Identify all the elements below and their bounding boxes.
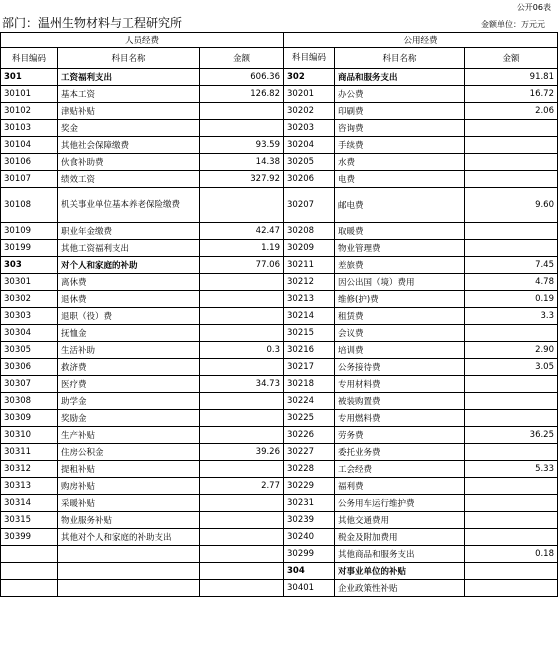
personnel-name-cell: 物业服务补贴 (58, 512, 200, 529)
public-code-cell: 30239 (284, 512, 335, 529)
public-name-cell: 租赁费 (335, 308, 465, 325)
public-code-cell: 30240 (284, 529, 335, 546)
personnel-code-cell: 30109 (1, 223, 58, 240)
table-row (1, 291, 558, 308)
public-code-cell: 30209 (284, 240, 335, 257)
table-row (1, 410, 558, 427)
personnel-code-cell (1, 546, 58, 563)
personnel-code-cell: 30315 (1, 512, 58, 529)
personnel-name-cell: 奖金 (58, 120, 200, 137)
public-amount-cell: 3.05 (465, 359, 558, 376)
table-row (1, 529, 558, 546)
personnel-amount-cell: 606.36 (200, 69, 284, 86)
personnel-amount-cell (200, 495, 284, 512)
public-amount-cell: 9.60 (465, 188, 558, 223)
personnel-amount-cell (200, 461, 284, 478)
public-name-cell: 商品和服务支出 (335, 69, 465, 86)
personnel-amount-cell: 42.47 (200, 223, 284, 240)
public-amount-cell: 2.90 (465, 342, 558, 359)
public-code-cell: 302 (284, 69, 335, 86)
public-code-cell: 30207 (284, 188, 335, 223)
public-name-cell: 委托业务费 (335, 444, 465, 461)
public-code-cell: 30203 (284, 120, 335, 137)
public-code-cell: 30229 (284, 478, 335, 495)
table-row (1, 444, 558, 461)
table-row (1, 154, 558, 171)
personnel-code-cell: 30313 (1, 478, 58, 495)
public-amount-cell: 3.3 (465, 308, 558, 325)
public-name-cell: 其他商品和服务支出 (335, 546, 465, 563)
table-row (1, 359, 558, 376)
public-amount-cell: 0.19 (465, 291, 558, 308)
personnel-code-cell: 30308 (1, 393, 58, 410)
personnel-code-cell: 301 (1, 69, 58, 86)
personnel-code-cell: 30307 (1, 376, 58, 393)
expense-table (0, 32, 558, 597)
table-row (1, 120, 558, 137)
table-row (1, 478, 558, 495)
personnel-name-cell: 其他社会保障缴费 (58, 137, 200, 154)
public-name-cell: 税金及附加费用 (335, 529, 465, 546)
table-row (1, 342, 558, 359)
group-header-row (1, 33, 558, 48)
public-code-cell: 30213 (284, 291, 335, 308)
personnel-code-cell: 30103 (1, 120, 58, 137)
personnel-amount-cell (200, 427, 284, 444)
personnel-name-cell: 救济费 (58, 359, 200, 376)
public-name-cell: 水费 (335, 154, 465, 171)
personnel-code-cell: 30102 (1, 103, 58, 120)
public-code-cell: 30224 (284, 393, 335, 410)
form-code: 公开06表 (516, 3, 551, 12)
personnel-code-cell: 30304 (1, 325, 58, 342)
public-name-cell: 公务接待费 (335, 359, 465, 376)
public-amount-cell (465, 512, 558, 529)
personnel-name-cell: 生产补贴 (58, 427, 200, 444)
personnel-code-cell: 30305 (1, 342, 58, 359)
column-header-row (1, 48, 558, 69)
public-amount-cell: 4.78 (465, 274, 558, 291)
personnel-code-cell: 30306 (1, 359, 58, 376)
personnel-amount-cell (200, 188, 284, 223)
personnel-name-cell: 生活补助 (58, 342, 200, 359)
public-name-cell: 工会经费 (335, 461, 465, 478)
public-name-cell: 手续费 (335, 137, 465, 154)
personnel-amount-cell: 93.59 (200, 137, 284, 154)
public-code-cell: 30299 (284, 546, 335, 563)
public-name-cell: 维修(护)费 (335, 291, 465, 308)
personnel-code-cell: 30101 (1, 86, 58, 103)
public-code-cell: 30214 (284, 308, 335, 325)
personnel-amount-cell (200, 325, 284, 342)
public-amount-cell (465, 120, 558, 137)
table-row (1, 325, 558, 342)
personnel-name-cell: 离休费 (58, 274, 200, 291)
public-name-cell: 印刷费 (335, 103, 465, 120)
public-name-cell: 企业政策性补贴 (335, 580, 465, 597)
public-amount-cell (465, 154, 558, 171)
personnel-amount-cell: 1.19 (200, 240, 284, 257)
table-row (1, 274, 558, 291)
personnel-code-cell: 303 (1, 257, 58, 274)
public-code-cell: 30226 (284, 427, 335, 444)
personnel-amount-cell (200, 308, 284, 325)
personnel-amount-cell (200, 359, 284, 376)
personnel-name-cell: 津贴补贴 (58, 103, 200, 120)
personnel-amount-cell: 2.77 (200, 478, 284, 495)
table-row (1, 69, 558, 86)
public-name-cell: 邮电费 (335, 188, 465, 223)
public-amount-cell (465, 529, 558, 546)
table-row (1, 427, 558, 444)
public-name-cell: 公务用车运行维护费 (335, 495, 465, 512)
personnel-name-cell: 对个人和家庭的补助 (58, 257, 200, 274)
public-amount-cell (465, 240, 558, 257)
personnel-code-cell: 30303 (1, 308, 58, 325)
public-amount-cell (465, 325, 558, 342)
personnel-amount-cell: 34.73 (200, 376, 284, 393)
public-name-cell: 因公出国（境）费用 (335, 274, 465, 291)
personnel-amount-cell (200, 546, 284, 563)
public-name-cell: 咨询费 (335, 120, 465, 137)
table-row (1, 308, 558, 325)
personnel-name-cell: 提租补贴 (58, 461, 200, 478)
unit-label: 金额单位：万元元 (481, 20, 545, 29)
personnel-amount-cell: 0.3 (200, 342, 284, 359)
public-amount-cell (465, 137, 558, 154)
personnel-code-cell: 30399 (1, 529, 58, 546)
personnel-name-cell: 其他对个人和家庭的补助支出 (58, 529, 200, 546)
public-name-cell: 对事业单位的补贴 (335, 563, 465, 580)
personnel-code-cell: 30199 (1, 240, 58, 257)
personnel-code-cell (1, 563, 58, 580)
personnel-amount-cell (200, 120, 284, 137)
public-code-cell: 30211 (284, 257, 335, 274)
personnel-code-cell: 30104 (1, 137, 58, 154)
personnel-code-cell: 30108 (1, 188, 58, 223)
table-row (1, 393, 558, 410)
public-amount-cell: 0.18 (465, 546, 558, 563)
personnel-name-cell: 医疗费 (58, 376, 200, 393)
public-amount-cell (465, 444, 558, 461)
table-row (1, 257, 558, 274)
personnel-name-cell: 伙食补助费 (58, 154, 200, 171)
public-name-cell: 会议费 (335, 325, 465, 342)
public-code-cell: 30212 (284, 274, 335, 291)
personnel-amount-cell: 327.92 (200, 171, 284, 188)
table-row (1, 461, 558, 478)
personnel-code-cell: 30312 (1, 461, 58, 478)
public-col-code: 科目编码 (284, 48, 335, 69)
public-name-cell: 福利费 (335, 478, 465, 495)
table-row (1, 171, 558, 188)
personnel-amount-cell: 77.06 (200, 257, 284, 274)
personnel-name-cell: 其他工资福利支出 (58, 240, 200, 257)
personnel-name-cell: 绩效工资 (58, 171, 200, 188)
public-col-amount: 金额 (465, 48, 558, 69)
public-name-cell: 物业管理费 (335, 240, 465, 257)
public-name-cell: 专用燃料费 (335, 410, 465, 427)
table-row (1, 580, 558, 597)
personnel-name-cell: 机关事业单位基本养老保险缴费 (58, 188, 200, 223)
public-code-cell: 30206 (284, 171, 335, 188)
personnel-name-cell: 住房公积金 (58, 444, 200, 461)
public-code-cell: 30401 (284, 580, 335, 597)
table-row (1, 512, 558, 529)
personnel-amount-cell (200, 529, 284, 546)
public-amount-cell (465, 393, 558, 410)
personnel-name-cell: 工资福利支出 (58, 69, 200, 86)
personnel-name-cell: 职业年金缴费 (58, 223, 200, 240)
public-code-cell: 30228 (284, 461, 335, 478)
public-code-cell: 30218 (284, 376, 335, 393)
public-amount-cell: 2.06 (465, 103, 558, 120)
personnel-name-cell: 采暖补贴 (58, 495, 200, 512)
public-name-cell: 电费 (335, 171, 465, 188)
public-code-cell: 30205 (284, 154, 335, 171)
public-amount-cell: 7.45 (465, 257, 558, 274)
public-name-cell: 劳务费 (335, 427, 465, 444)
public-amount-cell (465, 376, 558, 393)
personnel-code-cell: 30107 (1, 171, 58, 188)
personnel-name-cell: 奖励金 (58, 410, 200, 427)
public-code-cell: 30204 (284, 137, 335, 154)
table-row (1, 103, 558, 120)
personnel-amount-cell: 126.82 (200, 86, 284, 103)
table-row (1, 86, 558, 103)
personnel-col-name: 科目名称 (58, 48, 200, 69)
public-name-cell: 其他交通费用 (335, 512, 465, 529)
personnel-name-cell: 基本工资 (58, 86, 200, 103)
personnel-code-cell: 30302 (1, 291, 58, 308)
public-name-cell: 培训费 (335, 342, 465, 359)
personnel-name-cell (58, 563, 200, 580)
personnel-amount-cell (200, 274, 284, 291)
public-name-cell: 专用材料费 (335, 376, 465, 393)
page-title: 部门：温州生物材料与工程研究所 (2, 16, 183, 30)
personnel-code-cell: 30314 (1, 495, 58, 512)
public-amount-cell (465, 478, 558, 495)
public-amount-cell: 16.72 (465, 86, 558, 103)
personnel-amount-cell (200, 580, 284, 597)
table-row (1, 376, 558, 393)
public-col-name: 科目名称 (335, 48, 465, 69)
public-amount-cell: 91.81 (465, 69, 558, 86)
public-amount-cell: 5.33 (465, 461, 558, 478)
public-amount-cell (465, 171, 558, 188)
personnel-amount-cell (200, 291, 284, 308)
public-code-cell: 304 (284, 563, 335, 580)
personnel-name-cell: 购房补贴 (58, 478, 200, 495)
personnel-amount-cell (200, 512, 284, 529)
public-name-cell: 被装购置费 (335, 393, 465, 410)
public-code-cell: 30215 (284, 325, 335, 342)
table-row (1, 240, 558, 257)
public-code-cell: 30216 (284, 342, 335, 359)
public-name-cell: 差旅费 (335, 257, 465, 274)
table-row (1, 495, 558, 512)
public-code-cell: 30227 (284, 444, 335, 461)
public-name-cell: 办公费 (335, 86, 465, 103)
public-code-cell: 30225 (284, 410, 335, 427)
personnel-amount-cell: 14.38 (200, 154, 284, 171)
personnel-amount-cell (200, 103, 284, 120)
public-amount-cell (465, 495, 558, 512)
public-amount-cell (465, 410, 558, 427)
personnel-name-cell: 退职（役）费 (58, 308, 200, 325)
personnel-amount-cell: 39.26 (200, 444, 284, 461)
personnel-code-cell: 30309 (1, 410, 58, 427)
personnel-amount-cell (200, 563, 284, 580)
table-row (1, 223, 558, 240)
personnel-code-cell: 30310 (1, 427, 58, 444)
table-row (1, 188, 558, 223)
public-code-cell: 30202 (284, 103, 335, 120)
public-header: 公用经费 (284, 33, 558, 48)
personnel-code-cell: 30311 (1, 444, 58, 461)
public-code-cell: 30231 (284, 495, 335, 512)
personnel-code-cell: 30301 (1, 274, 58, 291)
public-code-cell: 30201 (284, 86, 335, 103)
public-code-cell: 30217 (284, 359, 335, 376)
public-code-cell: 30208 (284, 223, 335, 240)
personnel-header: 人员经费 (1, 33, 284, 48)
public-amount-cell: 36.25 (465, 427, 558, 444)
personnel-name-cell (58, 546, 200, 563)
public-amount-cell (465, 223, 558, 240)
table-row (1, 546, 558, 563)
personnel-code-cell (1, 580, 58, 597)
personnel-amount-cell (200, 410, 284, 427)
public-amount-cell (465, 563, 558, 580)
public-amount-cell (465, 580, 558, 597)
personnel-col-code: 科目编码 (1, 48, 58, 69)
personnel-code-cell: 30106 (1, 154, 58, 171)
table-row (1, 563, 558, 580)
personnel-name-cell: 助学金 (58, 393, 200, 410)
personnel-name-cell (58, 580, 200, 597)
personnel-amount-cell (200, 393, 284, 410)
personnel-name-cell: 退休费 (58, 291, 200, 308)
personnel-name-cell: 抚恤金 (58, 325, 200, 342)
public-name-cell: 取暖费 (335, 223, 465, 240)
table-row (1, 137, 558, 154)
personnel-col-amount: 金额 (200, 48, 284, 69)
